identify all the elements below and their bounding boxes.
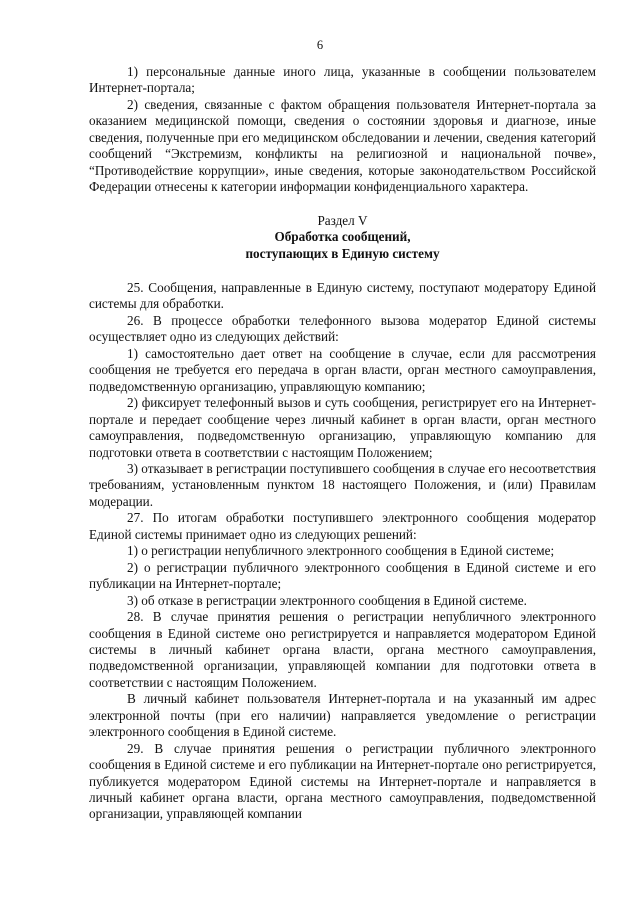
clause-29: 29. В случае принятия решения о регистрации публичного электронного сообщения в Единой системе и его публикации на Интернет-портале оно регистрируется, публикуется модератором Единой системы на Интернет-портале и направляется в личный кабинет органа власти, органа местного самоуправления, подведомственной организации, управляющей компании (89, 740, 596, 822)
clause-27-item-3: 3) об отказе в регистрации электронного сообщения в Единой системе. (127, 592, 527, 608)
section-title-line-1: Обработка сообщений, (274, 229, 411, 245)
section-heading (89, 213, 596, 262)
list-item-1: 1) персональные данные иного лица, указанные в сообщении пользователем Интернет-портала; (89, 64, 596, 96)
clause-26-item-3: 3) отказывает в регистрации поступившего сообщения в случае его несоответствия требованиям, установленным пунктом 18 настоящего Положения, и (или) Правилам модерации. (89, 460, 596, 509)
clause-27: 27. По итогам обработки поступившего электронного сообщения модератор Единой системы принимает одно из следующих решений: (89, 510, 596, 542)
clause-25: 25. Сообщения, направленные в Единую систему, поступают модератору Единой системы для обработки. (89, 279, 596, 312)
clause-27-item-1: 1) о регистрации непубличного электронного сообщения в Единой системе; (127, 543, 555, 559)
clause-28: 28. В случае принятия решения о регистрации непубличного электронного сообщения в Единой системе оно регистрируется и направляется модератором Единой системы в личный кабинет органа власти, органа местного самоуправления, подведомственной организации, управляющей компании для подготовки ответа в соответствии с настоящим Положением. (89, 609, 596, 690)
clause-26: 26. В процессе обработки телефонного вызова модератор Единой системы осуществляет одно из следующих действий: (89, 312, 596, 345)
section-title-line-2: поступающих в Единую систему (245, 245, 440, 261)
document-body (89, 64, 596, 823)
clause-27-item-2: 2) о регистрации публичного электронного сообщения в Единой системе и его публикации на Интернет-портале; (89, 559, 596, 592)
clause-28-notice: В личный кабинет пользователя Интернет-портала и на указанный им адрес электронной почты (при его наличии) направляется уведомление о регистрации электронного сообщения в Единой системе. (89, 691, 596, 740)
page-number: 6 (316, 38, 324, 52)
clause-26-item-1: 1) самостоятельно дает ответ на сообщение в случае, если для рассмотрения сообщения не требуется его передача в орган власти, орган местного самоуправления, подведомственную организацию, управляющую компанию; (89, 345, 596, 394)
list-item-2: 2) сведения, связанные с фактом обращения пользователя Интернет-портала за оказанием медицинской помощи, сведения о состоянии здоровья и диагнозе, иные сведения, полученные при его медицинском обследовании и лечении, сведения категорий сообщений “Экстремизм, конфликты на религиозной и национальной почве», “Противодействие коррупции», иные сведения, которые законодательством Российской Федерации отнесены к категории информации конфиденциального характера. (89, 96, 596, 195)
clause-26-item-2: 2) фиксирует телефонный вызов и суть сообщения, регистрирует его на Интернет-портале и передает сообщение через личный кабинет в орган власти, орган местного самоуправления, подведомственную организацию, управляющую компанию для подготовки ответа в соответствии с настоящим Положением; (89, 395, 596, 460)
section-number: Раздел V (317, 212, 368, 228)
